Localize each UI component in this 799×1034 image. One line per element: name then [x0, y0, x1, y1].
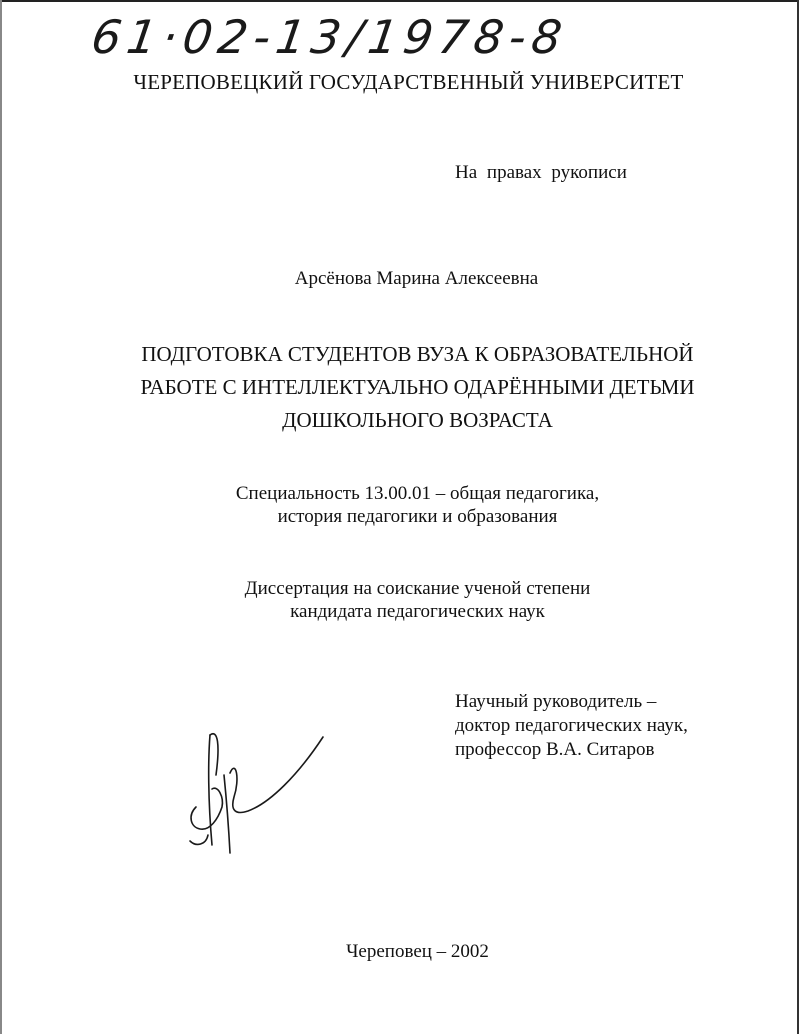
university-name: ЧЕРЕПОВЕЦКИЙ ГОСУДАРСТВЕННЫЙ УНИВЕРСИТЕТ	[133, 70, 684, 94]
specialty-line: история педагогики и образования	[277, 506, 558, 527]
thesis-title	[0, 338, 799, 437]
thesis-title-line: ДОШКОЛЬНОГО ВОЗРАСТА	[282, 408, 553, 432]
degree-line: Диссертация на соискание ученой степени	[244, 578, 591, 599]
thesis-title-line: ПОДГОТОВКА СТУДЕНТОВ ВУЗА К ОБРАЗОВАТЕЛЬНОЙ	[141, 342, 694, 366]
manuscript-note: На правах рукописи	[455, 162, 627, 183]
supervisor-line: Научный руководитель –	[455, 691, 657, 712]
specialty	[0, 482, 799, 528]
signature-icon	[178, 715, 338, 855]
scan-border-top	[0, 0, 799, 2]
supervisor-line: профессор В.А. Ситаров	[455, 739, 655, 760]
author-name: Арсёнова Марина Алексеевна	[294, 268, 539, 289]
archive-code: 61·02-13/1978-8	[88, 10, 572, 64]
supervisor-line: доктор педагогических наук,	[455, 715, 688, 736]
degree	[0, 577, 799, 623]
specialty-line: Специальность 13.00.01 – общая педагогика,	[235, 483, 600, 504]
thesis-title-line: РАБОТЕ С ИНТЕЛЛЕКТУАЛЬНО ОДАРЁННЫМИ ДЕТЬМИ	[140, 375, 695, 399]
supervisor	[455, 690, 688, 762]
degree-line: кандидата педагогических наук	[290, 601, 545, 622]
city-and-year: Череповец – 2002	[346, 941, 489, 962]
